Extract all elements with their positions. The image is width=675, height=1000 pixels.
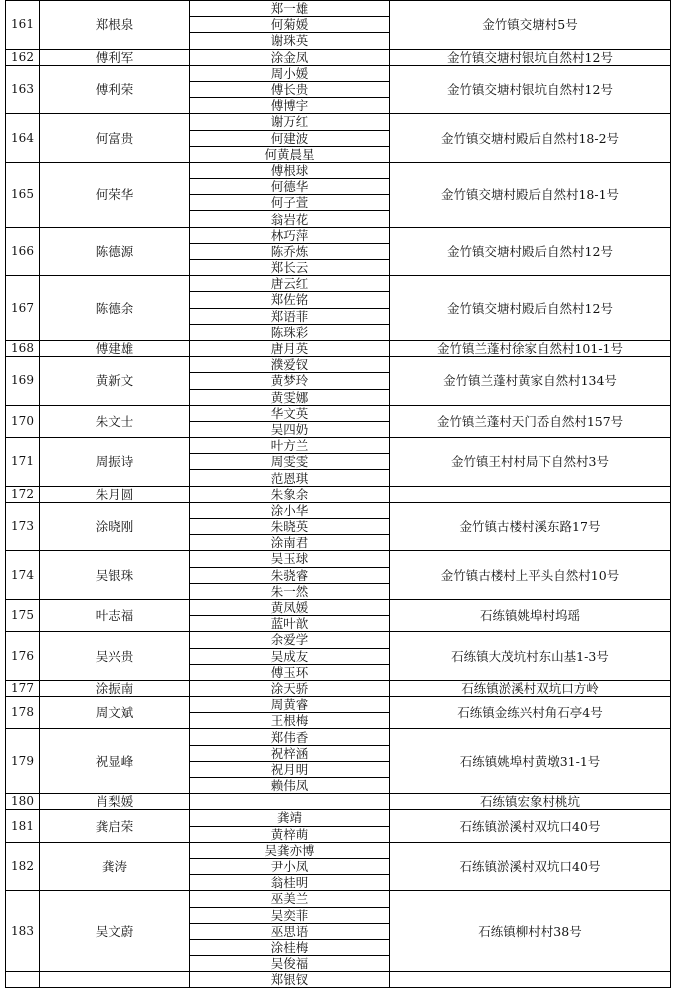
member-name: 尹小凤 — [190, 858, 390, 874]
member-name: 周雯雯 — [190, 454, 390, 470]
table-row — [6, 49, 671, 65]
address: 金竹镇交塘村殿后自然村18-2号 — [390, 114, 671, 163]
table-row — [6, 810, 671, 826]
record-number: 162 — [6, 49, 40, 65]
address: 石练镇姚埠村坞瑶 — [390, 599, 671, 631]
table-row — [6, 632, 671, 648]
member-name: 涂小华 — [190, 502, 390, 518]
household-head: 朱文士 — [40, 405, 190, 437]
household-head: 涂振南 — [40, 680, 190, 696]
address: 金竹镇交塘村银坑自然村12号 — [390, 65, 671, 114]
record-number — [6, 972, 40, 988]
member-name: 郑语菲 — [190, 308, 390, 324]
member-name: 唐云红 — [190, 276, 390, 292]
table-row — [6, 599, 671, 615]
member-name: 谢珠英 — [190, 33, 390, 49]
record-number: 171 — [6, 438, 40, 487]
table-row — [6, 357, 671, 373]
member-name: 朱骁睿 — [190, 567, 390, 583]
table-row — [6, 680, 671, 696]
record-number: 169 — [6, 357, 40, 406]
member-name: 吴成友 — [190, 648, 390, 664]
member-name: 吴奕菲 — [190, 907, 390, 923]
member-name: 朱象余 — [190, 486, 390, 502]
address: 石练镇淤溪村双坑口方岭 — [390, 680, 671, 696]
member-name: 周黄睿 — [190, 697, 390, 713]
member-name: 朱晓英 — [190, 519, 390, 535]
member-name: 吴四奶 — [190, 421, 390, 437]
member-name: 濮爱钗 — [190, 357, 390, 373]
address: 金竹镇古楼村上平头自然村10号 — [390, 551, 671, 600]
record-number: 175 — [6, 599, 40, 631]
table-body — [6, 1, 671, 988]
member-name: 华文英 — [190, 405, 390, 421]
member-name: 范恩琪 — [190, 470, 390, 486]
member-name: 翁岩花 — [190, 211, 390, 227]
member-name: 何德华 — [190, 179, 390, 195]
household-head: 龚启荣 — [40, 810, 190, 842]
member-name: 龚靖 — [190, 810, 390, 826]
table-row — [6, 842, 671, 858]
record-number: 179 — [6, 729, 40, 794]
member-name: 赖伟凤 — [190, 778, 390, 794]
record-number: 176 — [6, 632, 40, 681]
table-row — [6, 486, 671, 502]
member-name: 黄雯娜 — [190, 389, 390, 405]
table-row — [6, 340, 671, 356]
table-row — [6, 794, 671, 810]
member-name: 巫美兰 — [190, 891, 390, 907]
address: 金竹镇交塘村5号 — [390, 1, 671, 50]
member-name: 何菊媛 — [190, 17, 390, 33]
member-name: 何黄晨星 — [190, 146, 390, 162]
address — [390, 486, 671, 502]
member-name: 陈乔炼 — [190, 243, 390, 259]
member-name: 朱一然 — [190, 583, 390, 599]
member-name: 郑银钗 — [190, 972, 390, 988]
record-number: 161 — [6, 1, 40, 50]
household-head: 傅建雄 — [40, 340, 190, 356]
household-head: 周振诗 — [40, 438, 190, 487]
table-row — [6, 227, 671, 243]
table-row — [6, 405, 671, 421]
record-number: 166 — [6, 227, 40, 276]
household-head: 吴银珠 — [40, 551, 190, 600]
member-name: 谢万红 — [190, 114, 390, 130]
record-number: 164 — [6, 114, 40, 163]
household-head: 何富贵 — [40, 114, 190, 163]
address: 金竹镇兰蓬村徐家自然村101-1号 — [390, 340, 671, 356]
record-number: 182 — [6, 842, 40, 891]
member-name: 傅根球 — [190, 162, 390, 178]
member-name: 傅博宇 — [190, 98, 390, 114]
record-number: 163 — [6, 65, 40, 114]
household-head: 傅利军 — [40, 49, 190, 65]
household-head: 朱月圆 — [40, 486, 190, 502]
table-row — [6, 276, 671, 292]
member-name: 王根梅 — [190, 713, 390, 729]
household-head: 祝显峰 — [40, 729, 190, 794]
household-head: 黄新文 — [40, 357, 190, 406]
household-head: 周文斌 — [40, 697, 190, 729]
table-row — [6, 114, 671, 130]
address: 金竹镇交塘村银坑自然村12号 — [390, 49, 671, 65]
member-name: 傅玉环 — [190, 664, 390, 680]
member-name: 黄凤媛 — [190, 599, 390, 615]
member-name: 吴龚亦博 — [190, 842, 390, 858]
record-number: 173 — [6, 502, 40, 551]
table-row — [6, 1, 671, 17]
address: 石练镇淤溪村双坑口40号 — [390, 810, 671, 842]
member-name: 翁桂明 — [190, 875, 390, 891]
table-row — [6, 697, 671, 713]
household-head: 陈德余 — [40, 276, 190, 341]
record-number: 180 — [6, 794, 40, 810]
member-name: 涂天骄 — [190, 680, 390, 696]
member-name — [190, 794, 390, 810]
member-name: 叶方兰 — [190, 438, 390, 454]
address: 石练镇金练兴村角石亭4号 — [390, 697, 671, 729]
member-name: 祝月明 — [190, 761, 390, 777]
address: 石练镇淤溪村双坑口40号 — [390, 842, 671, 891]
member-name: 吴玉球 — [190, 551, 390, 567]
member-name: 林巧萍 — [190, 227, 390, 243]
table-row — [6, 438, 671, 454]
record-number: 183 — [6, 891, 40, 972]
record-number: 174 — [6, 551, 40, 600]
record-number: 178 — [6, 697, 40, 729]
household-head: 吴文蔚 — [40, 891, 190, 972]
member-name: 涂金凤 — [190, 49, 390, 65]
record-number: 172 — [6, 486, 40, 502]
household-head: 傅利荣 — [40, 65, 190, 114]
member-name: 郑佐铭 — [190, 292, 390, 308]
household-head: 郑根泉 — [40, 1, 190, 50]
household-head — [40, 972, 190, 988]
member-name: 涂桂梅 — [190, 939, 390, 955]
member-name: 何子萱 — [190, 195, 390, 211]
household-table — [5, 0, 671, 988]
address: 金竹镇王村村局下自然村3号 — [390, 438, 671, 487]
address: 金竹镇交塘村殿后自然村12号 — [390, 227, 671, 276]
member-name: 涂南君 — [190, 535, 390, 551]
address: 金竹镇交塘村殿后自然村12号 — [390, 276, 671, 341]
record-number: 165 — [6, 162, 40, 227]
member-name: 黄梓萌 — [190, 826, 390, 842]
member-name: 郑一雄 — [190, 1, 390, 17]
record-number: 177 — [6, 680, 40, 696]
address: 石练镇柳村村38号 — [390, 891, 671, 972]
member-name: 陈珠彩 — [190, 324, 390, 340]
member-name: 何建波 — [190, 130, 390, 146]
table-row — [6, 551, 671, 567]
table-row — [6, 162, 671, 178]
address: 金竹镇兰蓬村天门岙自然村157号 — [390, 405, 671, 437]
address: 金竹镇古楼村溪东路17号 — [390, 502, 671, 551]
record-number: 181 — [6, 810, 40, 842]
member-name: 余爱学 — [190, 632, 390, 648]
table-row — [6, 972, 671, 988]
member-name: 郑长云 — [190, 260, 390, 276]
address: 金竹镇兰蓬村黄家自然村134号 — [390, 357, 671, 406]
record-number: 168 — [6, 340, 40, 356]
address — [390, 972, 671, 988]
household-head: 吴兴贵 — [40, 632, 190, 681]
table-row — [6, 891, 671, 907]
address: 石练镇大茂坑村东山基1-3号 — [390, 632, 671, 681]
member-name: 郑伟香 — [190, 729, 390, 745]
member-name: 巫思语 — [190, 923, 390, 939]
table-row — [6, 65, 671, 81]
address: 石练镇姚埠村黄墩31-1号 — [390, 729, 671, 794]
record-number: 170 — [6, 405, 40, 437]
member-name: 周小媛 — [190, 65, 390, 81]
address: 金竹镇交塘村殿后自然村18-1号 — [390, 162, 671, 227]
household-head: 龚涛 — [40, 842, 190, 891]
member-name: 傅长贵 — [190, 81, 390, 97]
household-head: 何荣华 — [40, 162, 190, 227]
table-row — [6, 729, 671, 745]
table-row — [6, 502, 671, 518]
member-name: 祝梓涵 — [190, 745, 390, 761]
member-name: 吴俊福 — [190, 956, 390, 972]
record-number: 167 — [6, 276, 40, 341]
household-head: 陈德源 — [40, 227, 190, 276]
household-head: 涂晓刚 — [40, 502, 190, 551]
household-head: 叶志福 — [40, 599, 190, 631]
address: 石练镇宏象村桃坑 — [390, 794, 671, 810]
member-name: 蓝叶歆 — [190, 616, 390, 632]
member-name: 唐月英 — [190, 340, 390, 356]
member-name: 黄梦玲 — [190, 373, 390, 389]
household-head: 肖梨媛 — [40, 794, 190, 810]
